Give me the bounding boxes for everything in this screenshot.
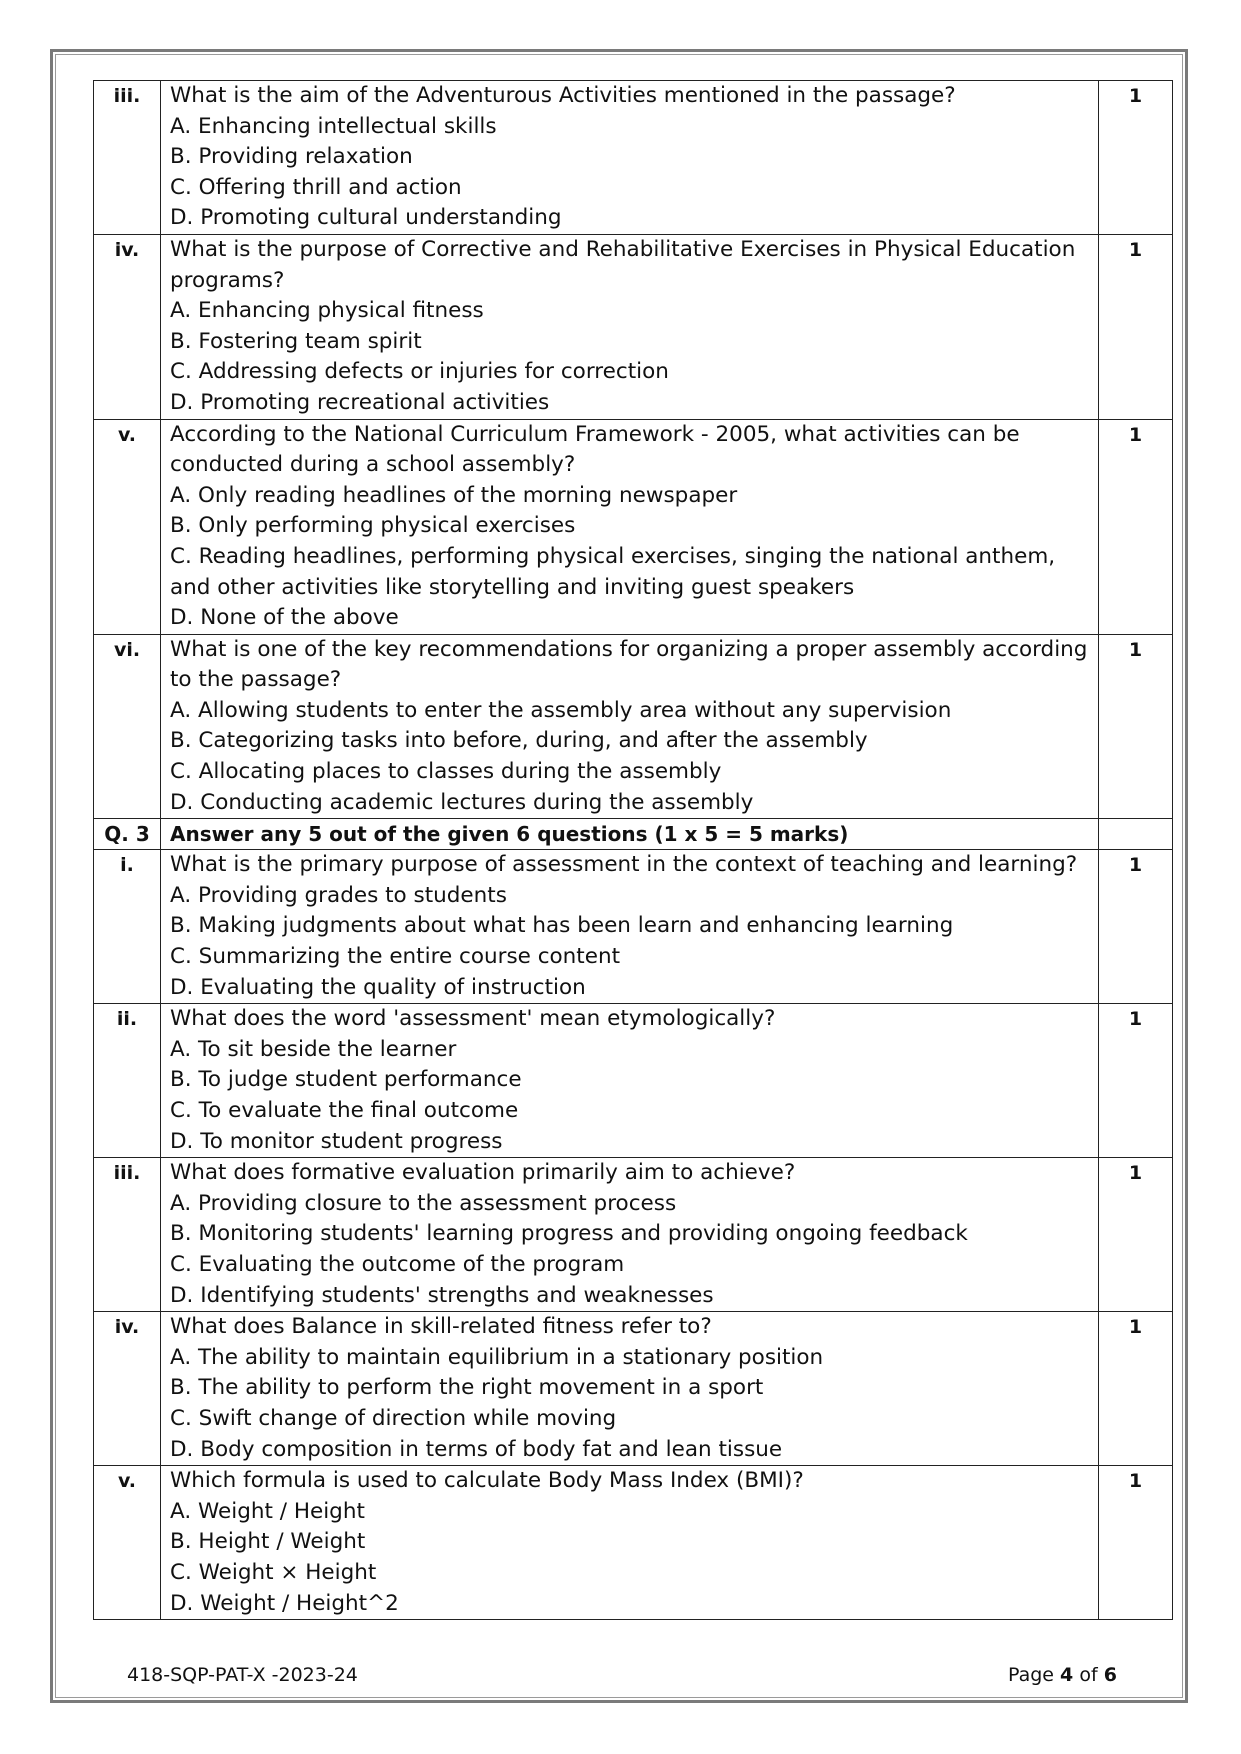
question-cell	[161, 850, 1099, 1004]
answer-option: D. Promoting recreational activities	[170, 389, 550, 415]
answer-option: B. Height / Weight	[170, 1529, 366, 1555]
question-number: v.	[94, 1466, 161, 1620]
question-marks: 1	[1099, 419, 1173, 634]
footer-paper-code: 418-SQP-PAT-X -2023-24	[127, 1664, 358, 1686]
question-row	[94, 850, 1173, 1004]
answer-option: A. Enhancing intellectual skills	[170, 113, 497, 139]
answer-option: C. Offering thrill and action	[170, 174, 462, 200]
page-current: 4	[1060, 1664, 1074, 1686]
question-text: What is the primary purpose of assessment in the context of teaching and learning?	[170, 852, 1078, 878]
answer-option: D. None of the above	[170, 605, 399, 631]
question-number: iii.	[94, 81, 161, 235]
question-marks: 1	[1099, 1312, 1173, 1466]
answer-option: D. Weight / Height^2	[170, 1590, 399, 1616]
question-marks: 1	[1099, 81, 1173, 235]
question-row	[94, 1312, 1173, 1466]
question-row	[94, 1158, 1173, 1312]
answer-option: C. Allocating places to classes during the assembly	[170, 759, 722, 785]
answer-option: C. Evaluating the outcome of the program	[170, 1251, 625, 1277]
answer-option: A. Allowing students to enter the assembly area without any supervision	[170, 697, 952, 723]
question-number: i.	[94, 850, 161, 1004]
answer-option: C. Reading headlines, performing physical exercises, singing the national anthem, and other activities like storytelling and inviting guest speakers	[170, 543, 1056, 600]
answer-option: C. Swift change of direction while moving	[170, 1405, 617, 1431]
section-title: Answer any 5 out of the given 6 questions (1 x 5 = 5 marks)	[161, 819, 1099, 850]
question-number: iv.	[94, 234, 161, 419]
question-row	[94, 419, 1173, 634]
answer-option: D. Body composition in terms of body fat and lean tissue	[170, 1436, 783, 1462]
answer-option: C. Addressing defects or injuries for correction	[170, 359, 669, 385]
question-marks: 1	[1099, 634, 1173, 819]
answer-option: D. Conducting academic lectures during the assembly	[170, 789, 754, 815]
answer-option: D. To monitor student progress	[170, 1128, 503, 1154]
section-number: Q. 3	[94, 819, 161, 850]
question-row	[94, 81, 1173, 235]
question-row	[94, 1004, 1173, 1158]
question-number: iv.	[94, 1312, 161, 1466]
question-table	[93, 80, 1173, 1620]
answer-option: D. Promoting cultural understanding	[170, 205, 562, 231]
question-marks: 1	[1099, 1158, 1173, 1312]
question-cell	[161, 1312, 1099, 1466]
answer-option: A. Enhancing physical fitness	[170, 298, 484, 324]
question-cell	[161, 1466, 1099, 1620]
answer-option: D. Evaluating the quality of instruction	[170, 974, 586, 1000]
section-marks-cell	[1099, 819, 1173, 850]
answer-option: B. Categorizing tasks into before, during, and after the assembly	[170, 728, 868, 754]
footer-page-number	[1008, 1664, 1117, 1686]
question-marks: 1	[1099, 1466, 1173, 1620]
question-row	[94, 1466, 1173, 1620]
answer-option: C. To evaluate the final outcome	[170, 1098, 519, 1123]
page-prefix: Page	[1008, 1664, 1054, 1686]
question-text: What is the aim of the Adventurous Activities mentioned in the passage?	[170, 83, 956, 108]
question-text: What is the purpose of Corrective and Rehabilitative Exercises in Physical Education programs?	[170, 236, 1076, 293]
answer-option: B. Only performing physical exercises	[170, 513, 576, 539]
question-marks: 1	[1099, 1004, 1173, 1158]
question-table-top	[94, 81, 1173, 819]
answer-option: B. Providing relaxation	[170, 144, 413, 170]
answer-option: B. Making judgments about what has been learn and enhancing learning	[170, 913, 954, 939]
answer-option: B. To judge student performance	[170, 1067, 522, 1093]
answer-option: A. Providing closure to the assessment process	[170, 1190, 677, 1216]
question-text: What does formative evaluation primarily aim to achieve?	[170, 1160, 796, 1186]
answer-option: A. Providing grades to students	[170, 882, 507, 908]
answer-option: C. Summarizing the entire course content	[170, 944, 621, 970]
page-of: of	[1079, 1664, 1098, 1686]
answer-option: A. Only reading headlines of the morning newspaper	[170, 482, 738, 508]
question-text: According to the National Curriculum Framework - 2005, what activities can be conducted during a school assembly?	[170, 421, 1020, 478]
question-text: What does Balance in skill-related fitness refer to?	[170, 1314, 712, 1340]
question-table-bottom	[94, 850, 1173, 1620]
question-cell	[161, 1158, 1099, 1312]
answer-option: A. To sit beside the learner	[170, 1036, 457, 1062]
question-number: vi.	[94, 634, 161, 819]
question-cell	[161, 81, 1099, 235]
answer-option: B. The ability to perform the right movement in a sport	[170, 1375, 764, 1401]
section-header-group	[94, 819, 1173, 850]
section-header-row	[94, 819, 1173, 850]
question-marks: 1	[1099, 850, 1173, 1004]
question-marks: 1	[1099, 234, 1173, 419]
answer-option: B. Monitoring students' learning progress and providing ongoing feedback	[170, 1221, 968, 1247]
answer-option: A. The ability to maintain equilibrium in a stationary position	[170, 1344, 824, 1370]
question-cell	[161, 634, 1099, 819]
answer-option: C. Weight × Height	[170, 1559, 377, 1585]
question-text: What is one of the key recommendations for organizing a proper assembly according to the passage?	[170, 636, 1088, 693]
answer-option: B. Fostering team spirit	[170, 328, 422, 354]
answer-option: D. Identifying students' strengths and weaknesses	[170, 1282, 714, 1308]
question-cell	[161, 234, 1099, 419]
question-number: v.	[94, 419, 161, 634]
question-row	[94, 234, 1173, 419]
page-total: 6	[1103, 1664, 1117, 1686]
question-number: ii.	[94, 1004, 161, 1158]
question-cell	[161, 1004, 1099, 1158]
question-number: iii.	[94, 1158, 161, 1312]
question-cell	[161, 419, 1099, 634]
question-row	[94, 634, 1173, 819]
question-text: What does the word 'assessment' mean etymologically?	[170, 1006, 776, 1032]
answer-option: A. Weight / Height	[170, 1498, 365, 1524]
question-text: Which formula is used to calculate Body Mass Index (BMI)?	[170, 1468, 804, 1494]
